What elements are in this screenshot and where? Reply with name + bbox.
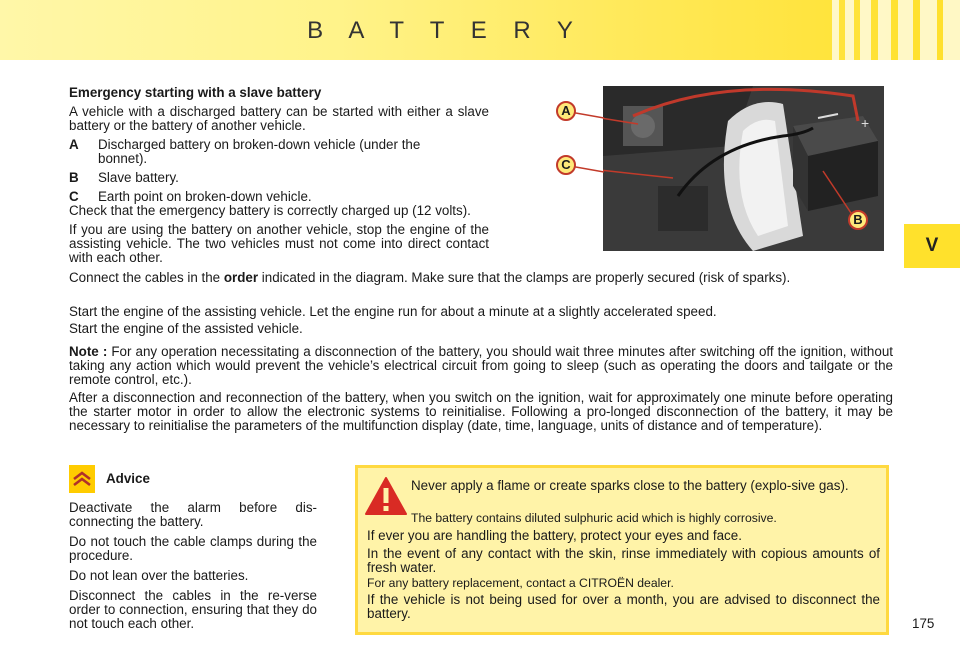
start-assisting-paragraph: Start the engine of the assisting vehicle. Let the engine run for about a minute at a slightly accelerated speed. bbox=[69, 304, 717, 319]
warning-box bbox=[355, 465, 889, 635]
list-item bbox=[69, 190, 489, 204]
note-text: For any operation necessitating a disconnection of the battery, you should wait three minutes after switching off the ignition, without taking any action which would prevent the vehicle’s electrical circuit from going to sleep (such as operating the doors and tailgate or the remote control, etc.). bbox=[69, 344, 893, 387]
warning-line-acid: The battery contains diluted sulphuric acid which is highly corrosive. bbox=[411, 511, 777, 525]
item-text: Discharged battery on broken-down vehicle (under the bonnet). bbox=[98, 137, 421, 166]
note-label: Note : bbox=[69, 344, 108, 359]
check-paragraph: Check that the emergency battery is correctly charged up (12 volts). bbox=[69, 203, 471, 218]
advice-item: Do not touch the cable clamps during the procedure. bbox=[69, 534, 317, 563]
item-text: Earth point on broken-down vehicle. bbox=[98, 189, 312, 204]
advice-header bbox=[69, 465, 317, 493]
list-item bbox=[69, 171, 489, 185]
advice-item: Disconnect the cables in the re-verse order to connection, ensuring that they do not touch each other. bbox=[69, 588, 317, 631]
connect-text-before: Connect the cables in the bbox=[69, 270, 224, 285]
battery-photo bbox=[603, 86, 884, 251]
advice-section bbox=[69, 465, 317, 637]
warning-line-month: If the vehicle is not being used for over a month, you are advised to disconnect the battery. bbox=[367, 592, 880, 621]
advice-item: Do not lean over the batteries. bbox=[69, 568, 249, 583]
note-paragraph bbox=[69, 345, 893, 387]
if-using-paragraph: If you are using the battery on another vehicle, stop the engine of the assisting vehicle. The two vehicles must not come into direct contact with each other. bbox=[69, 222, 489, 265]
start-assisted-paragraph: Start the engine of the assisted vehicle. bbox=[69, 321, 303, 336]
warning-line-flame: Never apply a flame or create sparks close to the battery (explo-sive gas). bbox=[411, 478, 849, 493]
header-band bbox=[0, 0, 960, 60]
list-item bbox=[69, 138, 489, 166]
pointer-lines bbox=[570, 105, 610, 185]
item-text: Slave battery. bbox=[98, 170, 179, 185]
warning-line-dealer: For any battery replacement, contact a CITROËN dealer. bbox=[367, 576, 674, 590]
advice-title: Advice bbox=[106, 471, 150, 486]
photo-label-b: B bbox=[848, 210, 868, 230]
item-letter: B bbox=[69, 170, 79, 185]
advice-item: Deactivate the alarm before dis-connecting the battery. bbox=[69, 500, 317, 529]
chapter-tab: V bbox=[904, 224, 960, 268]
warning-triangle-icon bbox=[364, 476, 408, 516]
citroen-chevrons-icon bbox=[69, 465, 95, 493]
photo-label-a: A bbox=[556, 101, 576, 121]
connect-paragraph bbox=[69, 271, 893, 285]
connect-text-after: indicated in the diagram. Make sure that the clamps are properly secured (risk of sparks). bbox=[258, 270, 791, 285]
section-heading: Emergency starting with a slave battery bbox=[69, 85, 322, 100]
battery-photo-illustration bbox=[603, 86, 884, 251]
emergency-section bbox=[69, 86, 489, 265]
photo-label-c: C bbox=[556, 155, 576, 175]
svg-text:+: + bbox=[861, 115, 870, 131]
connect-bold-order: order bbox=[223, 270, 259, 285]
intro-paragraph: A vehicle with a discharged battery can be started with either a slave battery or the battery of another vehicle. bbox=[69, 104, 489, 133]
item-letter: C bbox=[69, 189, 79, 204]
page-number: 175 bbox=[912, 616, 935, 631]
warning-line-skin: In the event of any contact with the skin, rinse immediately with copious amounts of fresh water. bbox=[367, 546, 880, 575]
page-title: B A T T E R Y bbox=[307, 17, 583, 44]
item-letter: A bbox=[69, 137, 79, 152]
warning-line-eyes: If ever you are handling the battery, protect your eyes and face. bbox=[367, 528, 742, 543]
after-disconnection-paragraph: After a disconnection and reconnection of the battery, when you switch on the ignition, wait for approximately one minute before operating the starter motor in order to allow the electronic systems to reinitialise. Following a pro-longed disconnection of the battery, it may be necessary to reinitialise the parameters of the multifunction display (date, time, language, units of distance and of temperature). bbox=[69, 390, 893, 433]
